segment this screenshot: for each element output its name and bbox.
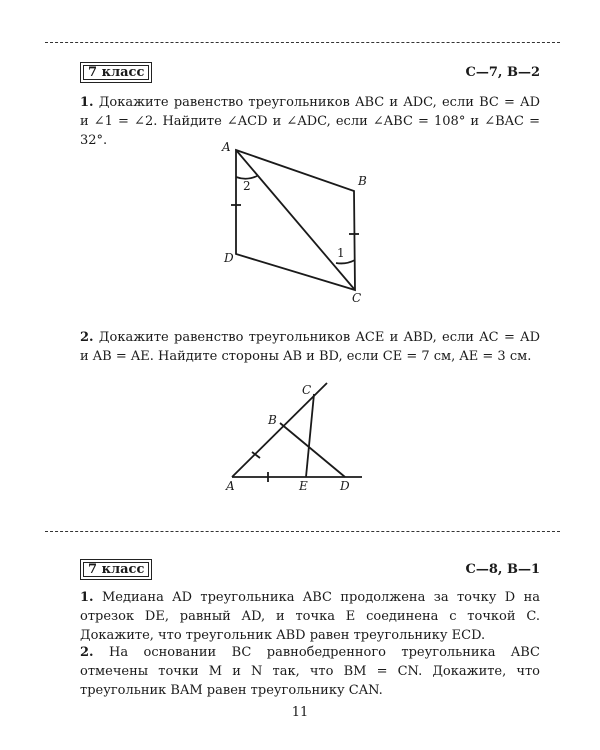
task-text: На основании BC равнобедренного треугольника ABC отмечены точки M и N так, что BM = CN. Докажите, что треугольник BAM равен треугольнику CAN. [80, 645, 541, 698]
vertex-D: D [340, 479, 350, 493]
angle-1-label: 1 [337, 246, 345, 260]
task-text: Докажите равенство треугольников ACE и ABD, если AC = AD и AB = AE. Найдите стороны AB и BD, если CE = 7 см, AE = 3 см. [80, 330, 540, 364]
page-number: 11 [291, 705, 309, 720]
vertex-A: A [222, 140, 231, 154]
vertex-B: B [268, 413, 277, 427]
middle-dashed-divider [45, 531, 560, 532]
task-4 [80, 643, 540, 700]
vertex-B: B [358, 174, 367, 188]
variant-code: С—7, В—2 [465, 65, 540, 80]
vertex-A: A [226, 479, 235, 493]
task-number: 1. [80, 590, 94, 605]
task-3 [80, 588, 540, 645]
task-number: 2. [80, 330, 94, 345]
task-2 [80, 328, 540, 366]
section-header-2 [80, 559, 540, 581]
task-text: Медиана AD треугольника ABC продолжена за точку D на отрезок DE, равный AD, и точка E соединена с точкой C. Докажите, что треугольник ABD равен треугольнику ECD. [80, 590, 540, 643]
vertex-E: E [299, 479, 308, 493]
grade-label: 7 класс [80, 62, 152, 83]
grade-label: 7 класс [80, 559, 152, 580]
angle-2-label: 2 [243, 179, 251, 193]
vertex-C: C [352, 291, 362, 305]
task-number: 1. [80, 95, 94, 110]
task-text: Докажите равенство треугольников ABC и ADC, если BC = AD и ∠1 = ∠2. Найдите ∠ACD и ∠ADC, если ∠ABC = 108° и ∠BAC = 32°. [80, 95, 540, 148]
vertex-C: C [302, 383, 312, 397]
task-number: 2. [80, 645, 94, 660]
variant-code: С—8, В—1 [465, 562, 540, 577]
vertex-D: D [224, 251, 234, 265]
